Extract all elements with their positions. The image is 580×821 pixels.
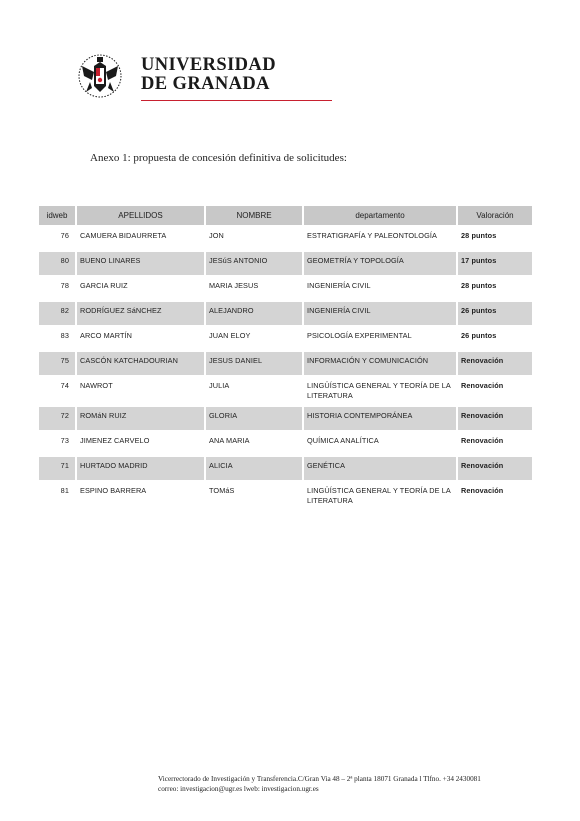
footer-address: Vicerrectorado de Investigación y Transferencia.C/Gran Via 48 – 2ª planta 18071 Granada l Tlfno. +34 2430081 (158, 775, 481, 783)
table-row (39, 277, 532, 300)
cell-departamento: PSICOLOGÍA EXPERIMENTAL (307, 331, 412, 340)
cell-apellidos: CASCÓN KATCHADOURIAN (77, 352, 204, 375)
cell-idweb: 72 (39, 407, 75, 430)
cell-valoracion: Renovación (458, 457, 532, 480)
cell-idweb: 73 (60, 436, 69, 445)
cell-idweb: 82 (39, 302, 75, 325)
column-header-nombre: NOMBRE (206, 206, 302, 225)
annex-intro: Anexo 1: propuesta de concesión definitiva de solicitudes: (90, 152, 347, 164)
cell-departamento: QUÍMICA ANALÍTICA (307, 436, 379, 445)
cell-nombre: ALEJANDRO (206, 302, 302, 325)
footer-contact: correo: investigacion@ugr.es lweb: investigacion.ugr.es (158, 785, 319, 793)
cell-valoracion: 26 puntos (458, 302, 532, 325)
cell-apellidos: ESPINO BARRERA (80, 486, 147, 495)
table-row (39, 352, 532, 375)
cell-departamento: INFORMACIÓN Y COMUNICACIÓN (304, 352, 456, 375)
table-row (39, 407, 532, 430)
column-header-apellidos: APELLIDOS (77, 206, 204, 225)
table-header-row (39, 206, 532, 225)
cell-valoracion: 28 puntos (461, 231, 497, 240)
cell-valoracion: Renovación (461, 486, 504, 495)
cell-nombre: TOMáS (209, 486, 235, 495)
column-header-valoracion: Valoración (458, 206, 532, 225)
cell-valoracion: Renovación (458, 352, 532, 375)
table-row (39, 327, 532, 350)
grants-table (37, 204, 534, 512)
university-name-line2: DE GRANADA (141, 74, 270, 94)
cell-idweb: 74 (60, 381, 69, 390)
cell-idweb: 83 (60, 331, 69, 340)
table-row (39, 252, 532, 275)
cell-nombre: ANA MARIA (209, 436, 250, 445)
cell-nombre: JUAN ELOY (209, 331, 251, 340)
table-row (39, 432, 532, 455)
cell-departamento: INGENIERÍA CIVIL (304, 302, 456, 325)
university-logo (72, 52, 276, 104)
cell-departamento: LINGÜÍSTICA GENERAL Y TEORÍA DE LA LITERATURA (307, 381, 451, 400)
university-crest-icon (72, 52, 128, 100)
cell-idweb: 81 (60, 486, 69, 495)
cell-departamento: GENÉTICA (304, 457, 456, 480)
logo-divider (141, 100, 332, 101)
cell-nombre: MARIA JESUS (209, 281, 259, 290)
cell-apellidos: HURTADO MADRID (77, 457, 204, 480)
column-header-idweb: idweb (39, 206, 75, 225)
cell-valoracion: Renovación (461, 381, 504, 390)
cell-apellidos: RODRÍGUEZ SáNCHEZ (77, 302, 204, 325)
table-row (39, 457, 532, 480)
cell-apellidos: ROMáN RUIZ (77, 407, 204, 430)
cell-apellidos: ARCO MARTÍN (80, 331, 133, 340)
table-row (39, 227, 532, 250)
cell-departamento: ESTRATIGRAFÍA Y PALEONTOLOGÍA (307, 231, 437, 240)
table-row (39, 302, 532, 325)
table-row (39, 482, 532, 510)
cell-valoracion: 26 puntos (461, 331, 497, 340)
cell-apellidos: CAMUERA BIDAURRETA (80, 231, 167, 240)
cell-apellidos: BUENO LINARES (77, 252, 204, 275)
table-row (39, 377, 532, 405)
cell-nombre: JESUS DANIEL (206, 352, 302, 375)
cell-valoracion: Renovación (461, 436, 504, 445)
cell-valoracion: 28 puntos (461, 281, 497, 290)
university-name-line1: UNIVERSIDAD (141, 55, 276, 75)
cell-nombre: JON (209, 231, 224, 240)
cell-nombre: GLORIA (206, 407, 302, 430)
cell-departamento: LINGÜÍSTICA GENERAL Y TEORÍA DE LA LITERATURA (307, 486, 451, 505)
cell-departamento: HISTORIA CONTEMPORÁNEA (304, 407, 456, 430)
cell-apellidos: NAWROT (80, 381, 113, 390)
cell-nombre: JULIA (209, 381, 230, 390)
page-footer (158, 774, 481, 794)
university-name (141, 56, 276, 94)
cell-idweb: 78 (60, 281, 69, 290)
cell-apellidos: JIMENEZ CARVELO (80, 436, 150, 445)
cell-nombre: ALICIA (206, 457, 302, 480)
cell-valoracion: 17 puntos (458, 252, 532, 275)
cell-departamento: INGENIERÍA CIVIL (307, 281, 371, 290)
cell-idweb: 71 (39, 457, 75, 480)
cell-idweb: 75 (39, 352, 75, 375)
cell-idweb: 80 (39, 252, 75, 275)
cell-idweb: 76 (60, 231, 69, 240)
cell-apellidos: GARCIA RUIZ (80, 281, 128, 290)
cell-nombre: JESúS ANTONIO (206, 252, 302, 275)
cell-departamento: GEOMETRÍA Y TOPOLOGÍA (304, 252, 456, 275)
column-header-departamento: departamento (304, 206, 456, 225)
cell-valoracion: Renovación (458, 407, 532, 430)
